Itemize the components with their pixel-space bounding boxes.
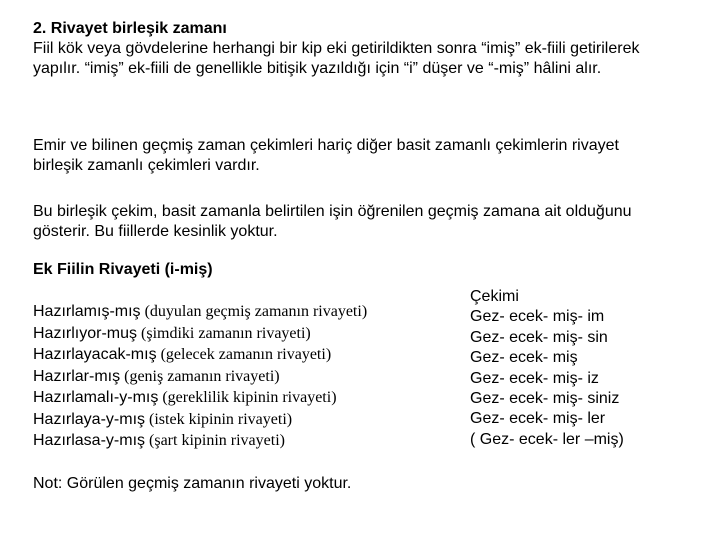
conjugation-row: Gez- ecek- miş- ler <box>470 410 606 428</box>
paragraph-meaning: Bu birleşik çekim, basit zamanla belirtilen işin öğrenilen geçmiş zamana ait olduğunu gösterir. Bu fiillerde kesinlik yoktur. <box>33 203 632 240</box>
example-line <box>33 344 367 366</box>
example-word: Hazırlıyor-muş <box>33 324 138 342</box>
section-heading: 2. Rivayet birleşik zamanı <box>33 20 227 37</box>
conjugation-row: Gez- ecek- miş- im <box>470 308 605 326</box>
paragraph-scope: Emir ve bilinen geçmiş zaman çekimleri hariç diğer basit zamanlı çekimlerin rivayet birleşik zamanlı çekimleri vardır. <box>33 137 619 174</box>
conjugation-row: Gez- ecek- miş- sin <box>470 328 608 346</box>
intro-block <box>33 19 683 79</box>
example-word: Hazırlasa-y-mış <box>33 432 146 449</box>
example-line <box>33 387 367 409</box>
conjugation-row: ( Gez- ecek- ler –miş) <box>470 430 624 448</box>
example-desc: (duyulan geçmiş zamanın rivayeti) <box>140 303 368 320</box>
example-word: Hazırlaya-y-mış <box>33 410 146 428</box>
example-line <box>33 430 367 452</box>
conjugation-title: Çekimi <box>470 288 519 305</box>
example-desc: (şart kipinin rivayeti) <box>145 432 285 449</box>
conjugation-row: Gez- ecek- miş- siniz <box>470 390 620 408</box>
conjugation-row: Gez- ecek- miş- iz <box>470 369 599 387</box>
conjugation-list <box>470 287 624 450</box>
example-line <box>33 323 367 345</box>
example-line <box>33 301 367 323</box>
conjugation-row: Gez- ecek- miş <box>470 349 578 367</box>
example-word: Hazırlamış-mış <box>33 303 141 320</box>
footnote: Not: Görülen geçmiş zamanın rivayeti yoktur. <box>33 475 352 492</box>
example-word: Hazırlar-mış <box>33 367 121 385</box>
subheading: Ek Fiilin Rivayeti (i-miş) <box>33 261 213 278</box>
example-list <box>33 301 367 452</box>
example-line <box>33 409 367 431</box>
example-word: Hazırlayacak-mış <box>33 346 157 363</box>
example-desc: (gelecek zamanın rivayeti) <box>156 346 332 363</box>
example-word: Hazırlamalı-y-mış <box>33 389 159 406</box>
example-desc: (istek kipinin rivayeti) <box>145 410 293 428</box>
example-desc: (şimdiki zamanın rivayeti) <box>137 324 311 342</box>
example-desc: (gereklilik kipinin rivayeti) <box>158 389 337 406</box>
example-line <box>33 366 367 388</box>
example-desc: (geniş zamanın rivayeti) <box>120 367 280 385</box>
intro-paragraph: Fiil kök veya gövdelerine herhangi bir kip eki getirildikten sonra “imiş” ek-fiili getirilerek yapılır. “imiş” ek-fiili de genellikle bitişik yazıldığı için “i” düşer ve “-miş” hâlini alır. <box>33 40 640 77</box>
